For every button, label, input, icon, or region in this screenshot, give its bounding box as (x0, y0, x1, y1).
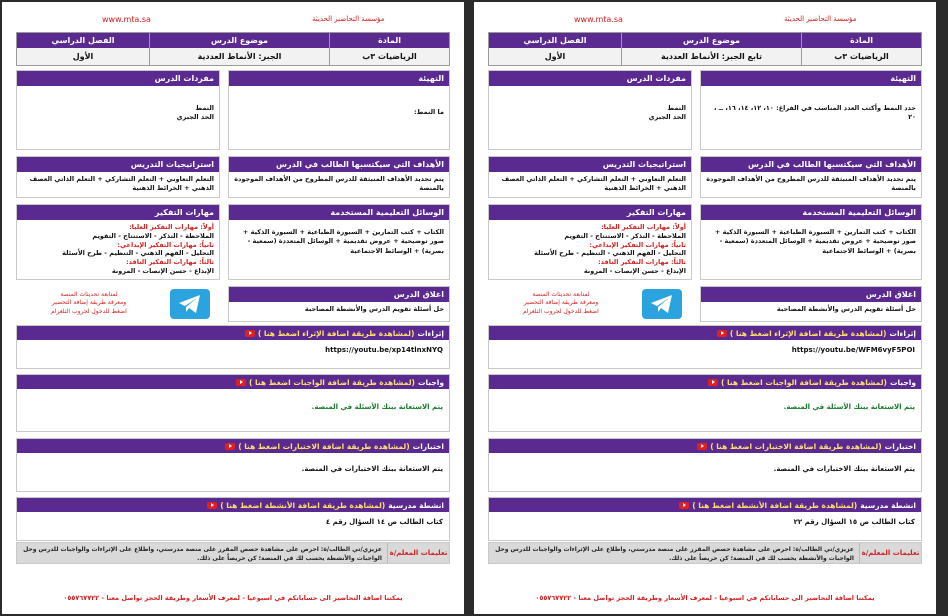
term-value: الأول (17, 48, 149, 65)
strategies-box (16, 156, 220, 198)
youtube-icon[interactable] (697, 443, 707, 450)
objectives-title: الأهداف التي سيكتسبها الطالب في الدرس (229, 157, 449, 172)
term-header: الفصل الدراسي (17, 33, 149, 48)
aids-title: الوسائل التعليمية المستخدمة (701, 205, 921, 220)
warmup-title: التهيئة (229, 71, 449, 86)
activities-section (16, 497, 450, 541)
homework-section (16, 374, 450, 432)
vocab-box (16, 70, 220, 150)
term-value: الأول (489, 48, 621, 65)
warmup-text: ما النمط: (414, 108, 444, 116)
activities-text: كتاب الطالب ص ١٥ السؤال رقم ٢٢ (793, 518, 915, 526)
thinking-box (488, 204, 692, 280)
enrich-section (488, 325, 922, 369)
teacher-notes-label: تعليمات المعلم/ة (387, 543, 449, 563)
thinking-line: التحليل - الفهم الذهني - التنظيم - طرح الأسئلة (534, 249, 686, 258)
teacher-notes-row (16, 542, 450, 564)
telegram-note-line: اضغط للدخول لجروب التلغرام (51, 307, 127, 315)
topic-value: الجبر: الأنماط العددية (150, 48, 329, 65)
strategies-text: التعلم التعاوني + التعلم التشاركي + التعلم الذاتي العصف الذهني + الخرائط الذهنية (501, 175, 686, 193)
objectives-text: يتم تحديد الأهداف المنبثقة للدرس المطروح من الأهداف الموجودة بالمنصة (706, 175, 916, 193)
youtube-icon[interactable] (207, 502, 217, 509)
strategies-title: استراتيجيات التدريس (17, 157, 219, 172)
vocab-item: الحد الجبري (176, 113, 214, 122)
thinking-title: مهارات التفكير (489, 205, 691, 220)
footer-note: يمكننا اضافة التحاضير الى حساباتكم في اسبوعيا - لمعرف الأسعار وطريقة الحجز تواصل معنا - ٠٥٥٧٦٧٧٢٢ (535, 594, 875, 602)
lesson-page-2 (474, 2, 936, 614)
vocab-item: النمط (667, 104, 686, 112)
telegram-icon (178, 294, 202, 314)
aids-title: الوسائل التعليمية المستخدمة (229, 205, 449, 220)
closure-title: اغلاق الدرس (229, 287, 449, 302)
subject-value: الرياضيات ٣ب (330, 48, 449, 65)
homework-section (488, 374, 922, 432)
tests-link[interactable]: (لمشاهدة طريقة اضافة الاختبارات اضغط هنا ) (710, 441, 882, 451)
activities-link[interactable]: (لمشاهدة طريقة اضافة الأنشطة اضغط هنا ) (220, 500, 386, 510)
topic-header: موضوع الدرس (150, 33, 329, 48)
thinking-line: الملاحظة - التذكر - الاستنتاج - التقويم (92, 231, 214, 240)
warmup-text: حدد النمط وأكتب العدد المناسب في الفراغ: ١٠، ١٢، ١٤، ١٦، ــ ، ٢٠ (713, 104, 916, 122)
youtube-icon[interactable] (225, 443, 235, 450)
telegram-note-line: لمتابعة تحديثات المنصة (60, 291, 118, 298)
vocab-title: مفردات الدرس (17, 71, 219, 86)
term-header: الفصل الدراسي (489, 33, 621, 48)
activities-title: انشطة مدرسية (860, 500, 916, 510)
subject-header: المادة (802, 33, 921, 48)
activities-title: انشطة مدرسية (388, 500, 444, 510)
strategies-box (488, 156, 692, 198)
homework-link[interactable]: (لمشاهدة طريقة اضافة الواجبات اضغط هنا ) (248, 377, 415, 387)
vocab-title: مفردات الدرس (489, 71, 691, 86)
site-url[interactable]: www.mta.sa (574, 15, 623, 24)
closure-text: حل أسئلة تقويم الدرس والأنشطة المصاحبة (304, 305, 444, 313)
homework-link[interactable]: (لمشاهدة طريقة اضافة الواجبات اضغط هنا ) (720, 377, 887, 387)
vocab-item: النمط (195, 104, 214, 112)
thinking-line: الملاحظة - التذكر - الاستنتاج - التقويم (564, 231, 686, 240)
aids-text: الكتاب + كتب التمارين + السبورة الطباعية + السبورة الذكية + صور توضيحية + عروض تقديمية + الوسائل المتعددة (سمعية - بصرية) + الوسائط الاجتماعية (242, 228, 444, 255)
telegram-button[interactable] (170, 289, 210, 319)
warmup-title: التهيئة (701, 71, 921, 86)
enrich-url[interactable]: https://youtu.be/xp14tlnxNYQ (325, 346, 443, 354)
telegram-button[interactable] (642, 289, 682, 319)
youtube-icon[interactable] (708, 379, 718, 386)
tests-title: اختبارات (412, 441, 444, 451)
closure-box (228, 286, 450, 322)
aids-box (228, 204, 450, 280)
enrich-link[interactable]: (لمشاهدة طريقة اضافة الإثراء اضغط هنا ) (729, 328, 887, 338)
telegram-note-line: لمتابعة تحديثات المنصة (532, 291, 590, 298)
aids-text: الكتاب + كتب التمارين + السبورة الطباعية + السبورة الذكية + صور توضيحية + عروض تقديمية + الوسائل المتعددة (سمعية - بصرية) + الوسائط الاجتماعية (714, 228, 916, 255)
objectives-text: يتم تحديد الأهداف المنبثقة للدرس المطروح من الأهداف الموجودة بالمنصة (234, 175, 444, 193)
youtube-icon[interactable] (236, 379, 246, 386)
telegram-note[interactable] (24, 291, 154, 316)
telegram-note-line: اضغط للدخول لجروب التلغرام (523, 307, 599, 315)
thinking-line: الإبداع - حسن الإنصات - المرونة (111, 266, 214, 275)
closure-title: اغلاق الدرس (701, 287, 921, 302)
activities-link[interactable]: (لمشاهدة طريقة اضافة الأنشطة اضغط هنا ) (692, 500, 858, 510)
site-url[interactable]: www.mta.sa (102, 15, 151, 24)
vocab-box (488, 70, 692, 150)
thinking-box (16, 204, 220, 280)
header-table (16, 32, 450, 66)
footer-note: يمكننا اضافة التحاضير الى حساباتكم في اسبوعيا - لمعرف الأسعار وطريقة الحجز تواصل معنا - ٠٥٥٧٦٧٧٢٢ (63, 594, 403, 602)
warmup-box (700, 70, 922, 150)
teacher-notes-text: عزيزي/تي الطالب/ة: احرص على مشاهدة حصص المقرر على منصة مدرستي، واطلاع على الإثراءات والواجبات للدرس وحل الواجبات والأنشطة يحسب لك في المنصة؛ كن حريصاً على ذلك. (495, 546, 854, 562)
teacher-notes-text: عزيزي/تي الطالب/ة: احرص على مشاهدة حصص المقرر على منصة مدرستي، واطلاع على الإثراءات والواجبات للدرس وحل الواجبات والأنشطة يحسب لك في المنصة؛ كن حريصاً على ذلك. (23, 546, 382, 562)
teacher-notes-label: تعليمات المعلم/ة (859, 543, 921, 563)
tests-section (488, 438, 922, 492)
topic-value: تابع الجبر: الأنماط العددية (622, 48, 801, 65)
homework-title: واجبات (417, 377, 444, 387)
objectives-box (700, 156, 922, 198)
lesson-page-1 (2, 2, 464, 614)
objectives-title: الأهداف التي سيكتسبها الطالب في الدرس (701, 157, 921, 172)
thinking-line: الإبداع - حسن الإنصات - المرونة (583, 266, 686, 275)
telegram-note-line: ومعرفة طريقة إضافة التحضير (51, 299, 127, 307)
teacher-notes-row (488, 542, 922, 564)
enrich-title: إثراءات (889, 328, 916, 338)
telegram-icon (650, 294, 674, 314)
homework-title: واجبات (889, 377, 916, 387)
strategies-text: التعلم التعاوني + التعلم التشاركي + التعلم الذاتي العصف الذهني + الخرائط الذهنية (29, 175, 214, 193)
closure-box (700, 286, 922, 322)
subject-header: المادة (330, 33, 449, 48)
tests-text: يتم الاستعانة ببنك الاختبارات في المنصة. (301, 465, 443, 473)
tests-title: اختبارات (884, 441, 916, 451)
activities-section (488, 497, 922, 541)
enrich-title: إثراءات (417, 328, 444, 338)
warmup-box (228, 70, 450, 150)
homework-text: يتم الاستعانة ببنك الأسئلة في المنصة. (783, 403, 915, 411)
thinking-title: مهارات التفكير (17, 205, 219, 220)
tests-section (16, 438, 450, 492)
thinking-line: ثانياً: مهارات التفكير الإبداعي: (117, 240, 214, 249)
org-name: مؤسسة التحاضير الحديثة (784, 15, 857, 23)
thinking-line: أولاً: مهارات التفكير العليا: (129, 223, 214, 231)
vocab-item: الحد الجبري (648, 113, 686, 122)
activities-text: كتاب الطالب ص ١٤ السؤال رقم ٤ (325, 518, 443, 526)
enrich-link[interactable]: (لمشاهدة طريقة اضافة الإثراء اضغط هنا ) (257, 328, 415, 338)
org-name: مؤسسة التحاضير الحديثة (312, 15, 385, 23)
homework-text: يتم الاستعانة ببنك الأسئلة في المنصة. (311, 403, 443, 411)
telegram-note[interactable] (496, 291, 626, 316)
thinking-line: أولاً: مهارات التفكير العليا: (601, 223, 686, 231)
telegram-note-line: ومعرفة طريقة إضافة التحضير (523, 299, 599, 307)
youtube-icon[interactable] (245, 330, 255, 337)
aids-box (700, 204, 922, 280)
youtube-icon[interactable] (679, 502, 689, 509)
closure-text: حل أسئلة تقويم الدرس والأنشطة المصاحبة (776, 305, 916, 313)
thinking-line: ثالثاً: مهارات التفكير الناقد: (126, 258, 214, 267)
thinking-line: ثالثاً: مهارات التفكير الناقد: (598, 258, 686, 267)
thinking-line: التحليل - الفهم الذهني - التنظيم - طرح الأسئلة (62, 249, 214, 258)
tests-link[interactable]: (لمشاهدة طريقة اضافة الاختبارات اضغط هنا ) (238, 441, 410, 451)
youtube-icon[interactable] (717, 330, 727, 337)
thinking-line: ثانياً: مهارات التفكير الإبداعي: (589, 240, 686, 249)
objectives-box (228, 156, 450, 198)
enrich-section (16, 325, 450, 369)
enrich-url[interactable]: https://youtu.be/WFM6vyF5POI (791, 346, 915, 354)
tests-text: يتم الاستعانة ببنك الاختبارات في المنصة. (773, 465, 915, 473)
header-table (488, 32, 922, 66)
subject-value: الرياضيات ٣ب (802, 48, 921, 65)
topic-header: موضوع الدرس (622, 33, 801, 48)
strategies-title: استراتيجيات التدريس (489, 157, 691, 172)
